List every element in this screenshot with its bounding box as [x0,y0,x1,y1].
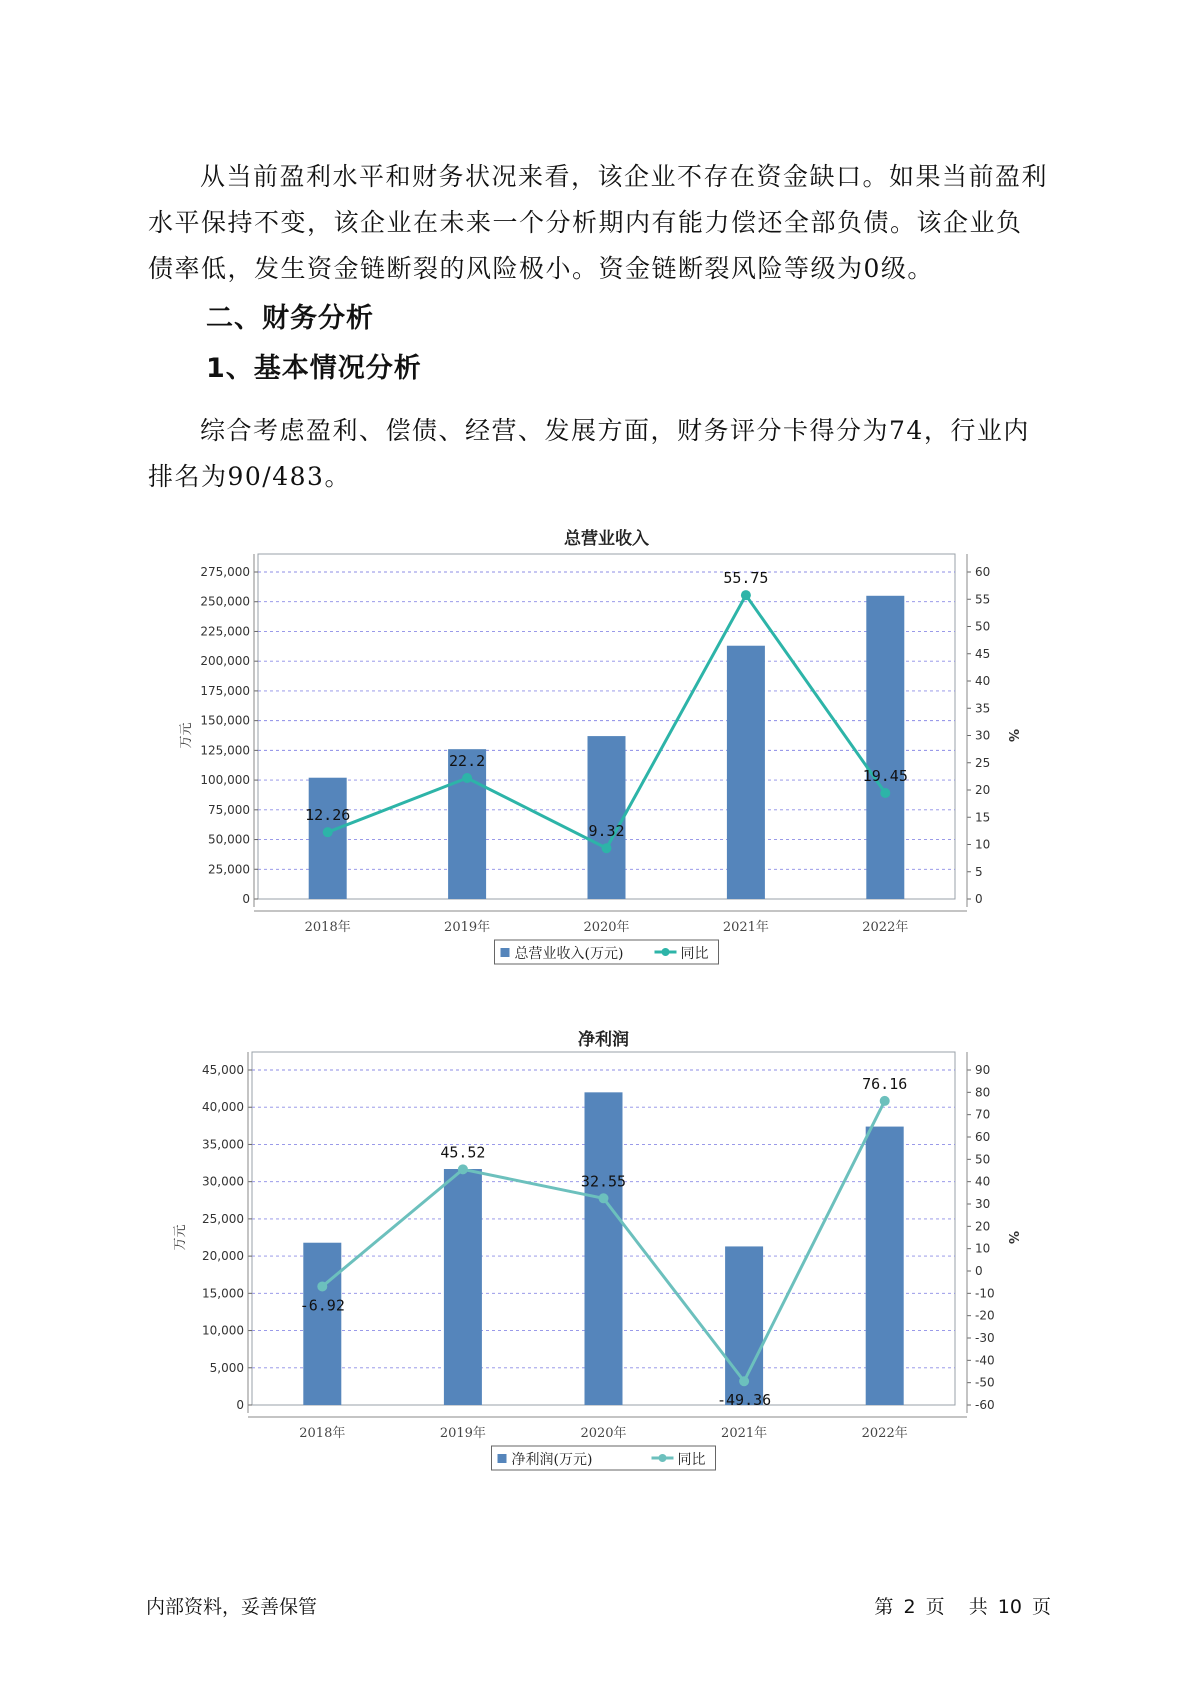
y2-tick-label: 5 [975,864,983,879]
yoy-point [317,1281,327,1291]
y-tick-label: 125,000 [200,743,250,758]
x-tick-label: 2022年 [862,920,909,935]
y2-tick-label: 30 [975,1197,991,1211]
y-tick-label: 275,000 [200,565,250,579]
y2-tick-label: 50 [975,619,991,634]
paragraph-score-ranking: 综合考虑盈利、偿债、经营、发展方面，财务评分卡得分为74，行业内排名为90/483。 [148,416,1030,491]
yoy-data-label: 9.32 [588,822,625,841]
yoy-data-label: 32.55 [580,1172,627,1191]
y2-tick-label: 45 [975,646,991,661]
footer-page-word: 页 [925,1596,945,1618]
legend-line-marker [662,948,670,956]
y-tick-label: 0 [236,1398,244,1412]
y2-tick-label: 10 [975,837,991,852]
footer-total-prefix: 共 [968,1596,988,1618]
yoy-point [739,1376,749,1386]
y2-tick-label: 35 [975,701,991,716]
footer-page-prefix: 第 [874,1596,894,1618]
footer-total-num: 10 [997,1596,1022,1618]
yoy-point [602,843,612,853]
y2-tick-label: 0 [975,1264,983,1278]
legend-bar-label: 总营业收入(万元) [514,946,624,962]
y2-tick-label: 40 [975,1174,991,1189]
bar [444,1169,482,1405]
yoy-data-label: -49.36 [717,1391,772,1410]
bar [866,1127,904,1405]
legend-bar-swatch [498,1454,507,1463]
y-tick-label: 225,000 [200,624,250,639]
footer-page-number [870,1592,1051,1619]
y-tick-label: 30,000 [202,1174,244,1189]
y2-tick-label: 10 [975,1241,991,1256]
section-heading-financial-analysis: 二、财务分析 [206,303,374,334]
footer-total-word: 页 [1031,1596,1051,1618]
y-axis-label: 万元 [173,1224,188,1251]
y2-tick-label: -60 [975,1398,995,1412]
yoy-data-label: 22.2 [449,752,486,771]
x-tick-label: 2021年 [721,1426,768,1441]
bar [588,736,626,899]
yoy-point [880,1096,890,1106]
legend-line-label: 同比 [680,946,709,962]
x-tick-label: 2021年 [722,920,769,935]
y-tick-label: 0 [242,892,250,906]
x-tick-label: 2018年 [299,1426,346,1441]
y2-tick-label: -20 [975,1308,995,1323]
x-tick-label: 2020年 [583,920,630,935]
legend-line-label: 同比 [677,1452,706,1468]
y2-tick-label: -30 [975,1331,995,1345]
y2-tick-label: 20 [975,783,991,797]
section-heading-basic-analysis: 1、基本情况分析 [206,353,422,384]
y-tick-label: 20,000 [202,1249,244,1264]
yoy-point [462,773,472,783]
y2-tick-label: 30 [975,728,991,743]
y2-tick-label: 25 [975,755,991,770]
y-tick-label: 50,000 [208,832,250,847]
y-tick-label: 100,000 [200,773,250,788]
y-tick-label: 25,000 [208,862,250,877]
yoy-point [323,827,333,837]
y2-tick-label: -40 [975,1353,995,1368]
yoy-data-label: 45.52 [440,1143,486,1162]
y-tick-label: 75,000 [208,802,250,817]
net-profit-chart [0,1025,1191,1495]
x-tick-label: 2019年 [439,1426,486,1441]
yoy-data-label: 76.16 [862,1074,908,1093]
yoy-data-label: 55.75 [723,569,769,588]
y-tick-label: 250,000 [200,594,250,609]
yoy-data-label: 12.26 [305,806,351,825]
chart-title: 净利润 [578,1030,629,1050]
x-tick-label: 2022年 [861,1426,908,1441]
revenue-chart [0,520,1191,990]
y-tick-label: 5,000 [209,1360,244,1375]
y2-tick-label: -50 [975,1375,995,1390]
y-tick-label: 35,000 [202,1137,244,1152]
paragraph-funding-gap: 从当前盈利水平和财务状况来看，该企业不存在资金缺口。如果当前盈利水平保持不变，该企业在未来一个分析期内有能力偿还全部负债。该企业负债率低，发生资金链断裂的风险极小。资金链断裂风险等级为0级。 [148,162,1049,283]
legend-bar-label: 净利润(万元) [511,1452,593,1468]
bar [303,1243,341,1405]
legend-bar-swatch [501,948,510,957]
chart-title: 总营业收入 [564,529,649,549]
x-tick-label: 2018年 [304,920,351,935]
y-tick-label: 25,000 [202,1211,244,1226]
y-tick-label: 10,000 [202,1323,244,1338]
y2-tick-label: 0 [975,892,983,906]
bar [585,1092,623,1405]
y2-tick-label: 50 [975,1152,991,1167]
yoy-data-label: -6.92 [299,1296,345,1315]
legend-line-marker [659,1454,667,1462]
bar [727,646,765,899]
bar [309,778,347,899]
y-tick-label: 40,000 [202,1100,244,1115]
y2-tick-label: 55 [975,592,991,607]
y-tick-label: 175,000 [200,683,250,698]
y2-tick-label: 20 [975,1219,991,1234]
y2-tick-label: 70 [975,1107,991,1122]
y2-tick-label: 80 [975,1085,991,1100]
footer-confidential: 内部资料，妥善保管 [146,1596,318,1618]
bar [866,596,904,899]
bar [448,749,486,899]
yoy-point [880,788,890,798]
y2-axis-label: % [1005,1230,1020,1245]
y2-tick-label: 90 [975,1063,991,1077]
y-axis-label: 万元 [179,722,194,749]
y2-tick-label: 40 [975,674,991,688]
x-tick-label: 2020年 [580,1426,627,1441]
y-tick-label: 200,000 [200,654,250,669]
yoy-point [741,590,751,600]
y2-axis-label: % [1005,728,1020,743]
y-tick-label: 15,000 [202,1286,244,1301]
x-tick-label: 2019年 [444,920,491,935]
y-tick-label: 45,000 [202,1063,244,1077]
y2-tick-label: 15 [975,810,991,825]
yoy-point [599,1193,609,1203]
y-tick-label: 150,000 [200,713,250,728]
y2-tick-label: 60 [975,565,991,579]
y2-tick-label: -10 [975,1286,995,1301]
y2-tick-label: 60 [975,1130,991,1144]
footer-page-num: 2 [903,1596,916,1618]
yoy-data-label: 19.45 [862,766,908,785]
yoy-point [458,1164,468,1174]
